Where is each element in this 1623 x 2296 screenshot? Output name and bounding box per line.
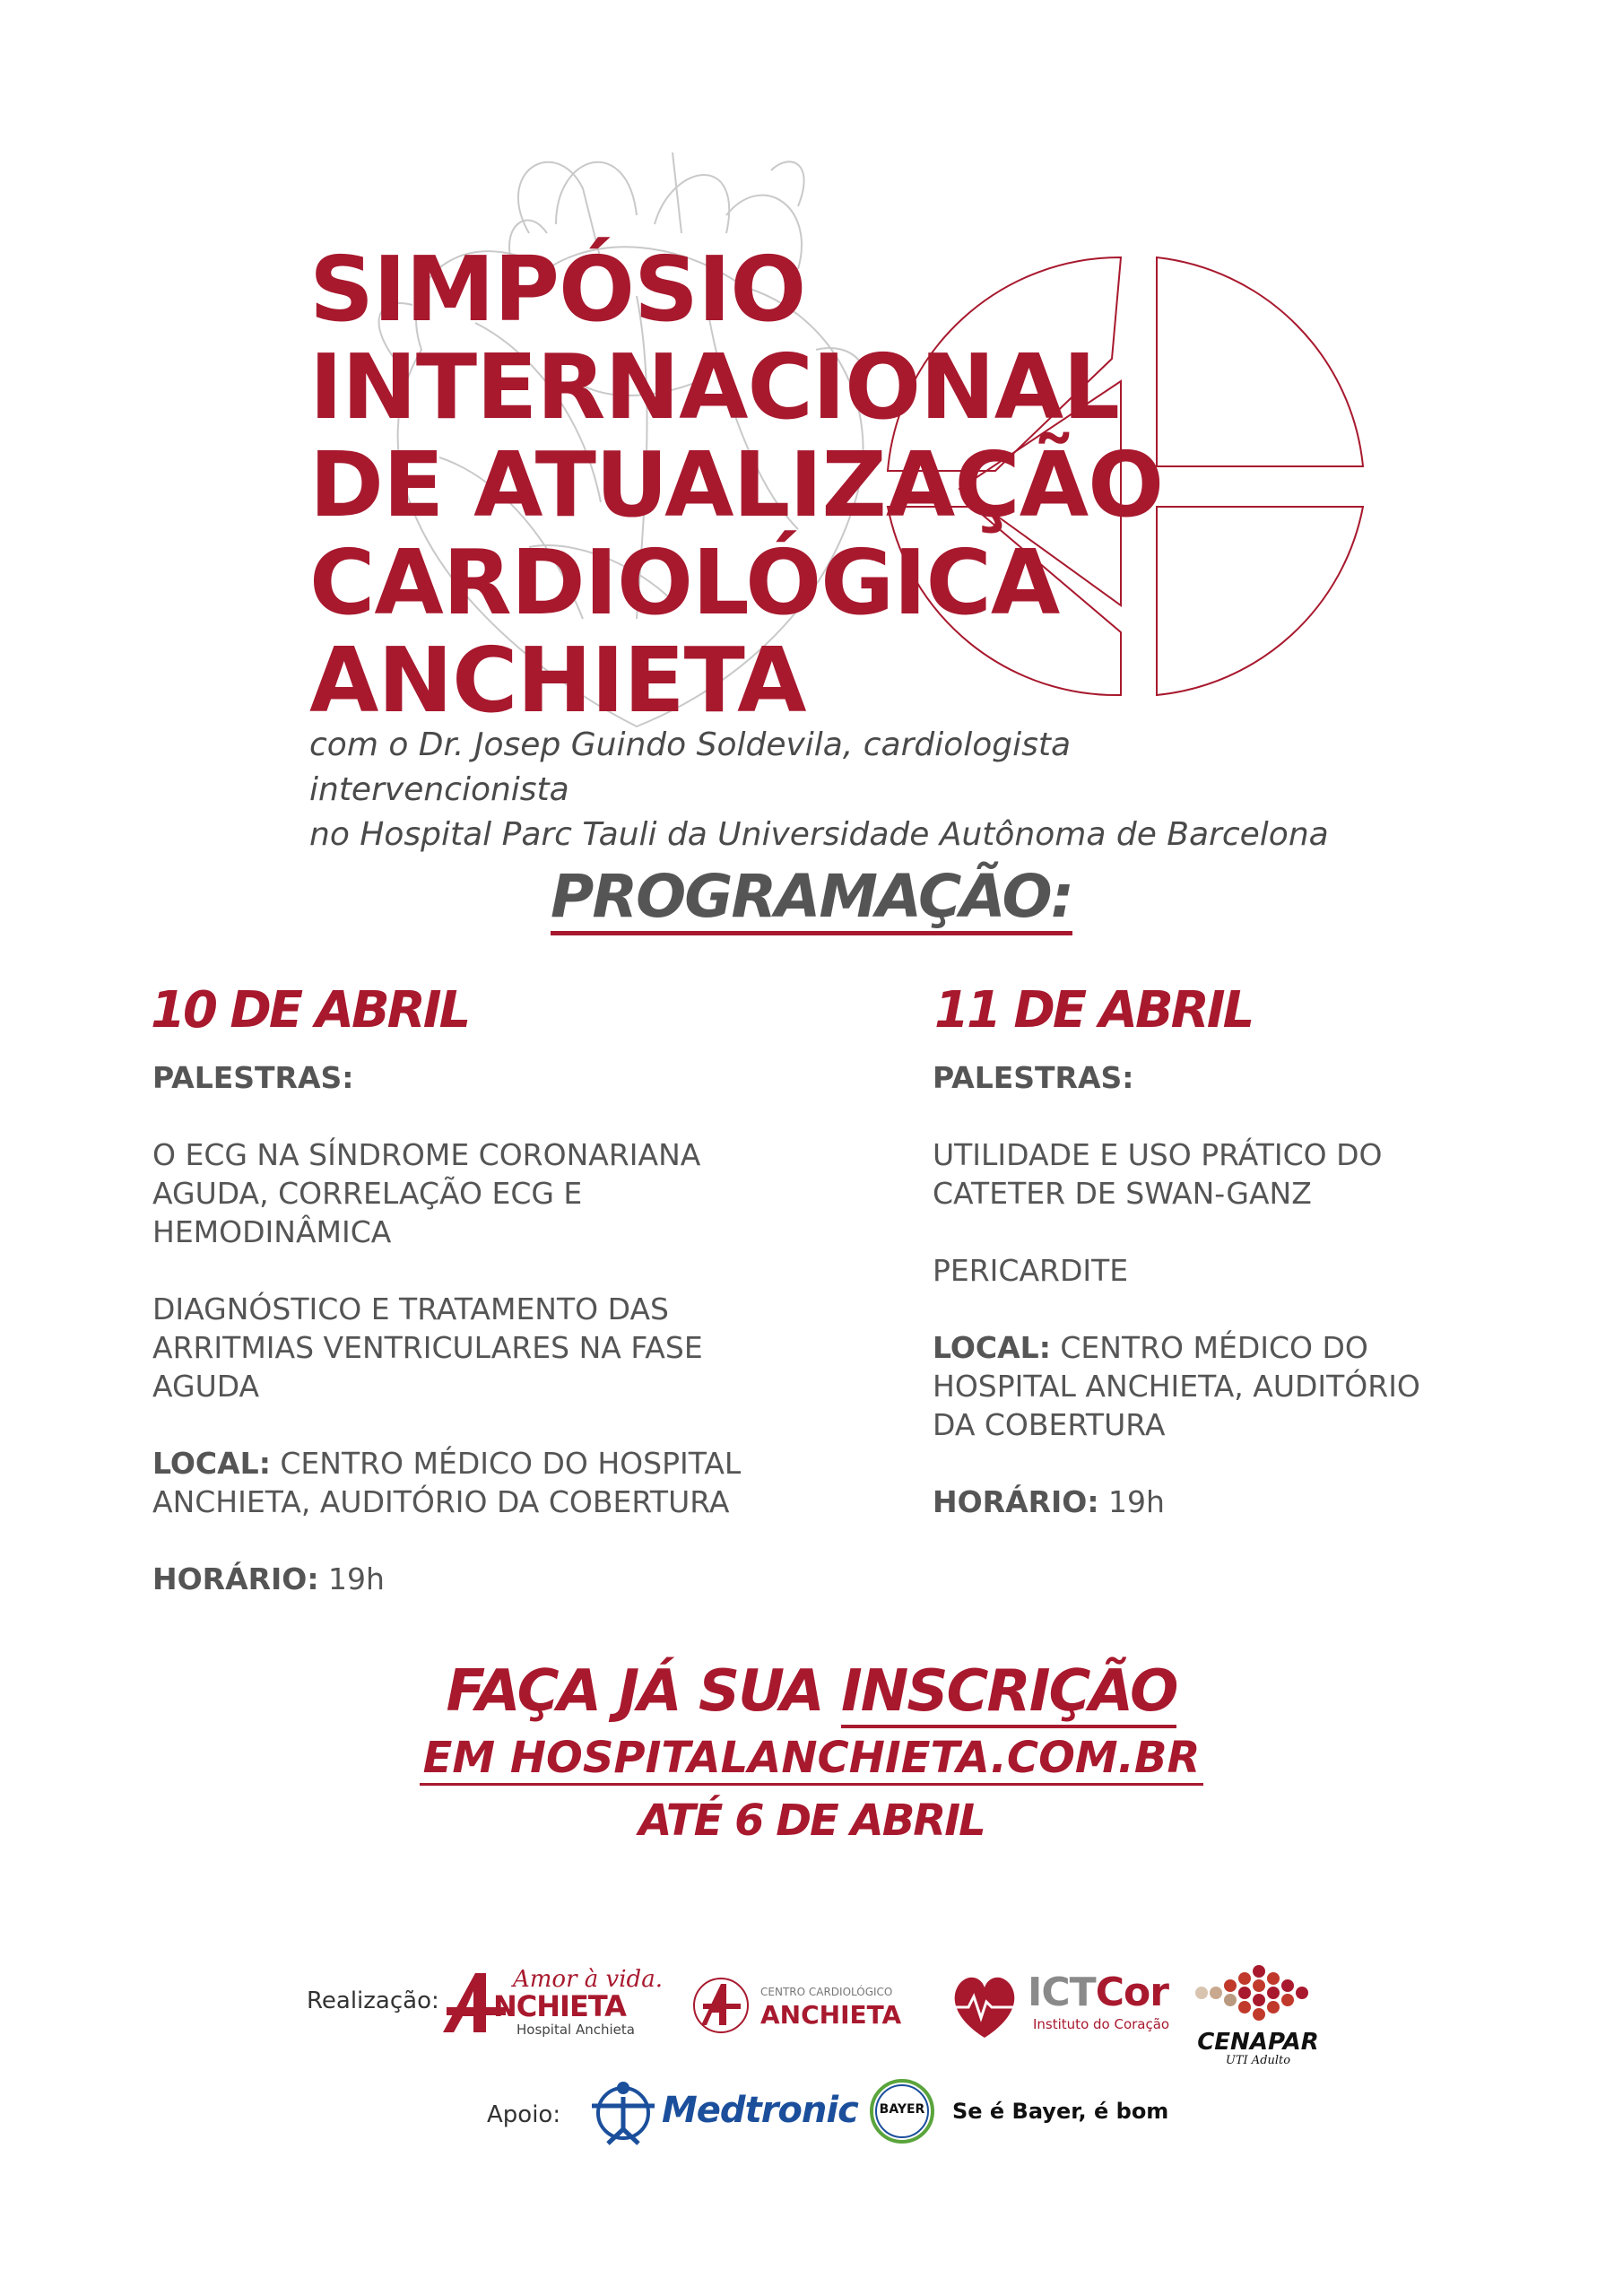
day2-palestras-label: PALESTRAS: bbox=[933, 1060, 1134, 1095]
day2-talk-2: PERICARDITE bbox=[933, 1253, 1129, 1288]
cta-site[interactable] bbox=[0, 1731, 1623, 1785]
subtitle-line-1: com o Dr. Josep Guindo Soldevila, cardiologista intervencionista bbox=[309, 726, 1072, 808]
day1-local-value: CENTRO MÉDICO DO HOSPITAL ANCHIETA, AUDITÓRIO DA COBERTURA bbox=[152, 1446, 742, 1519]
day1-schedule bbox=[152, 1058, 780, 1637]
realizacao-label: Realização: bbox=[307, 1987, 439, 2014]
day1-horario-label: HORÁRIO: bbox=[152, 1561, 319, 1596]
day1-talk-1: O ECG NA SÍNDROME CORONARIANA AGUDA, CORRELAÇÃO ECG E HEMODINÂMICA bbox=[152, 1137, 701, 1249]
day1-horario-value: 19h bbox=[318, 1561, 385, 1596]
day2-date: 11 DE ABRIL bbox=[934, 981, 1253, 1039]
day2-horario bbox=[933, 1483, 1471, 1521]
ictcor-heart-icon bbox=[947, 1966, 1022, 2041]
subtitle-line-2: no Hospital Parc Tauli da Universidade Autônoma de Barcelona bbox=[309, 816, 1329, 853]
title-line-3: DE ATUALIZAÇÃO bbox=[309, 432, 1164, 537]
day1-local bbox=[152, 1444, 780, 1521]
cenapar-name: CENAPAR bbox=[1197, 2029, 1319, 2056]
logo-medtronic bbox=[588, 2077, 857, 2149]
programacao-heading bbox=[0, 863, 1623, 935]
logo-ictcor bbox=[947, 1964, 1171, 2045]
ictcor-cor: Cor bbox=[1095, 1970, 1168, 2015]
centro-small-label: CENTRO CARDIOLÓGICO bbox=[760, 1986, 893, 1998]
ictcor-wordmark bbox=[1028, 1970, 1168, 2015]
cta-site-link[interactable]: EM HOSPITALANCHIETA.COM.BR bbox=[420, 1733, 1204, 1786]
day2-local-value: CENTRO MÉDICO DO HOSPITAL ANCHIETA, AUDITÓRIO DA COBERTURA bbox=[933, 1330, 1420, 1442]
ictcor-subtext: Instituto do Coração bbox=[1033, 2016, 1170, 2032]
apoio-label: Apoio: bbox=[487, 2101, 561, 2128]
day2-talk-1: UTILIDADE E USO PRÁTICO DO CATETER DE SWAN-GANZ bbox=[933, 1137, 1383, 1211]
bayer-cross-text: BAYER bbox=[879, 2102, 925, 2117]
medtronic-figure-icon bbox=[588, 2079, 658, 2147]
event-subtitle bbox=[309, 723, 1341, 857]
day1-talk-2: DIAGNÓSTICO E TRATAMENTO DAS ARRITMIAS VENTRICULARES NA FASE AGUDA bbox=[152, 1292, 703, 1404]
title-line-5: ANCHIETA bbox=[309, 628, 806, 733]
logo-hospital-anchieta bbox=[441, 1966, 665, 2038]
day2-local-label: LOCAL: bbox=[933, 1330, 1051, 1365]
day2-local bbox=[933, 1328, 1471, 1444]
centro-name: ANCHIETA bbox=[760, 2000, 902, 2030]
anchieta-name: NCHIETA bbox=[493, 1989, 626, 2023]
logo-cenapar bbox=[1182, 1959, 1334, 2066]
title-line-4: CARDIOLÓGICA bbox=[309, 530, 1060, 635]
day1-horario bbox=[152, 1560, 780, 1598]
event-title bbox=[309, 237, 1296, 733]
programacao-text: PROGRAMAÇÃO: bbox=[551, 863, 1072, 935]
ictcor-ict: ICT bbox=[1028, 1970, 1096, 2015]
cenapar-subtext: UTI Adulto bbox=[1225, 2054, 1291, 2067]
cenapar-hexagons-icon bbox=[1194, 1959, 1320, 2027]
cta-deadline: ATÉ 6 DE ABRIL bbox=[638, 1796, 985, 1846]
day1-local-label: LOCAL: bbox=[152, 1446, 271, 1481]
day1-palestras-label: PALESTRAS: bbox=[152, 1060, 354, 1095]
logo-centro-cardiologico bbox=[690, 1971, 915, 2036]
day2-horario-label: HORÁRIO: bbox=[933, 1484, 1099, 1519]
day2-schedule bbox=[933, 1058, 1471, 1560]
logo-bayer bbox=[868, 2077, 1173, 2149]
bayer-slogan: Se é Bayer, é bom bbox=[952, 2099, 1169, 2124]
title-line-1: SIMPÓSIO bbox=[309, 237, 806, 342]
cta-register bbox=[0, 1656, 1623, 1727]
anchieta-subtext: Hospital Anchieta bbox=[516, 2022, 635, 2038]
title-line-2: INTERNACIONAL bbox=[309, 335, 1119, 439]
centro-cross-icon bbox=[690, 1975, 751, 2036]
cta-emphasis: INSCRIÇÃO bbox=[841, 1658, 1176, 1728]
day1-date: 10 DE ABRIL bbox=[151, 981, 469, 1039]
day2-horario-value: 19h bbox=[1098, 1484, 1165, 1519]
cta-prefix: FAÇA JÁ SUA bbox=[446, 1658, 841, 1725]
anchieta-tagline: Amor à vida. bbox=[513, 1966, 663, 1993]
medtronic-name: Medtronic bbox=[662, 2090, 858, 2131]
